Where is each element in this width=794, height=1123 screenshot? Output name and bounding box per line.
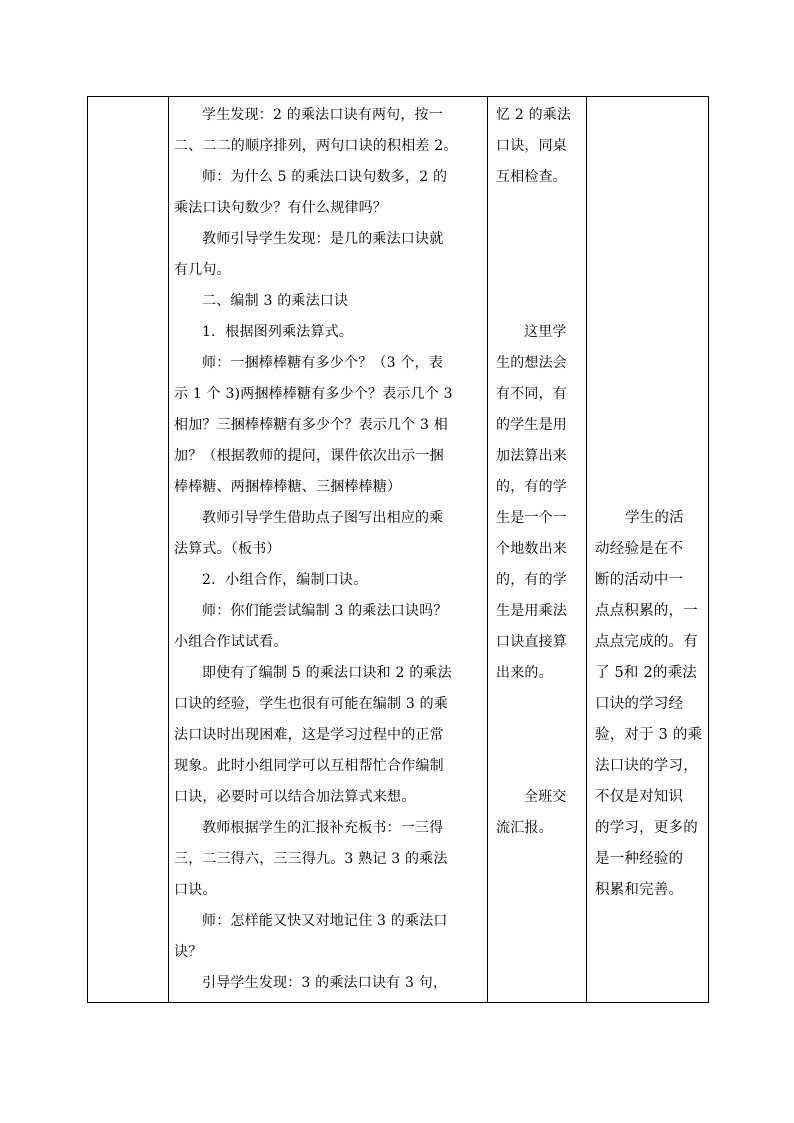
empty-cell [88, 97, 169, 1003]
main-line: 诀？ [174, 944, 203, 960]
main-line: 教师根据学生的汇报补充板书：一三得 [202, 820, 444, 836]
note-line: 不仅是对知识 [595, 789, 684, 805]
main-line: 相加？三捆棒棒糖有多少个？表示几个 3 相 [174, 417, 449, 433]
mid-line: 的学生是用 [496, 417, 567, 433]
mid-line: 的，有的学 [496, 479, 567, 495]
main-line: 加？（根据教师的提问，课件依次出示一捆 [174, 448, 444, 464]
mid-line: 这里学 [524, 324, 567, 340]
note-line: 动经验是在不 [595, 541, 684, 557]
note-line: 法口诀的学习， [595, 758, 698, 774]
main-line: 现象。此时小组同学可以互相帮忙合作编制 [174, 758, 444, 774]
mid-line: 的，有的学 [496, 572, 567, 588]
note-line: 的学习，更多的 [595, 820, 698, 836]
mid-line: 有不同，有 [496, 386, 567, 402]
main-line: 师：一捆棒棒糖有多少个？（3 个，表 [202, 355, 443, 371]
design-intent-cell [587, 97, 709, 1003]
note-line: 验，对于 3 的乘 [595, 727, 703, 743]
main-line: 教师引导学生发现：是几的乘法口诀就 [202, 231, 444, 247]
main-line: 口诀的经验，学生也很有可能在编制 3 的乘 [174, 696, 449, 712]
mid-line: 加法算出来 [496, 448, 567, 464]
main-line: 师：你们能尝试编制 3 的乘法口诀吗？ [202, 603, 448, 619]
mid-line: 出来的。 [496, 665, 553, 681]
main-line: 法算式。（板书） [174, 541, 281, 557]
main-line: 乘法口诀句数少？有什么规律吗？ [174, 200, 387, 216]
main-line: 1．根据图列乘法算式。 [202, 324, 354, 340]
main-line: 2．小组合作，编制口诀。 [202, 572, 368, 588]
main-line: 示 1 个 3)两捆棒棒糖有多少个？表示几个 3 [174, 386, 453, 402]
teaching-process-cell [169, 97, 488, 1003]
mid-line: 全班交 [524, 789, 567, 805]
main-line: 三，二三得六，三三得九。3 熟记 3 的乘法 [174, 851, 448, 867]
mid-line: 生的想法会 [496, 355, 567, 371]
mid-line: 个地数出来 [496, 541, 567, 557]
main-line: 小组合作试试看。 [174, 634, 288, 650]
note-line: 点点完成的。有 [595, 634, 698, 650]
mid-line: 生是一个一 [496, 510, 567, 526]
mid-line: 流汇报。 [496, 820, 553, 836]
main-line: 教师引导学生借助点子图写出相应的乘 [202, 510, 444, 526]
student-activity-cell [488, 97, 587, 1003]
note-line: 积累和完善。 [595, 882, 684, 898]
note-line: 是一种经验的 [595, 851, 684, 867]
note-line: 断的活动中一 [595, 572, 684, 588]
mid-line: 忆 2 的乘法 [496, 107, 572, 123]
main-line: 口诀。 [174, 882, 217, 898]
note-line: 口诀的学习经 [595, 696, 684, 712]
main-line: 师：为什么 5 的乘法口诀句数多，2 的 [202, 169, 448, 185]
mid-line: 生是用乘法 [496, 603, 567, 619]
main-line: 有几句。 [174, 262, 231, 278]
table-row [88, 97, 709, 1003]
main-line: 引导学生发现：3 的乘法口诀有 3 句， [202, 975, 448, 991]
main-line: 法口诀时出现困难，这是学习过程中的正常 [174, 727, 444, 743]
note-line: 点点积累的，一 [595, 603, 698, 619]
note-line: 了 5和 2的乘法 [595, 665, 697, 681]
main-line: 师：怎样能又快又对地记住 3 的乘法口 [202, 913, 448, 929]
mid-line: 互相检查。 [496, 169, 567, 185]
mid-line: 口诀直接算 [496, 634, 567, 650]
lesson-plan-table [87, 96, 709, 1003]
main-line: 棒棒糖、两捆棒棒糖、三捆棒棒糖） [174, 479, 402, 495]
main-line: 二、二二的顺序排列，两句口诀的积相差 2。 [174, 138, 458, 154]
main-line: 学生发现：2 的乘法口诀有两句，按一 [202, 107, 443, 123]
main-line: 口诀，必要时可以结合加法算式来想。 [174, 789, 416, 805]
main-line: 二、编制 3 的乘法口诀 [202, 293, 349, 309]
mid-line: 口诀，同桌 [496, 138, 567, 154]
note-line: 学生的活 [625, 510, 684, 526]
main-line: 即使有了编制 5 的乘法口诀和 2 的乘法 [202, 665, 452, 681]
